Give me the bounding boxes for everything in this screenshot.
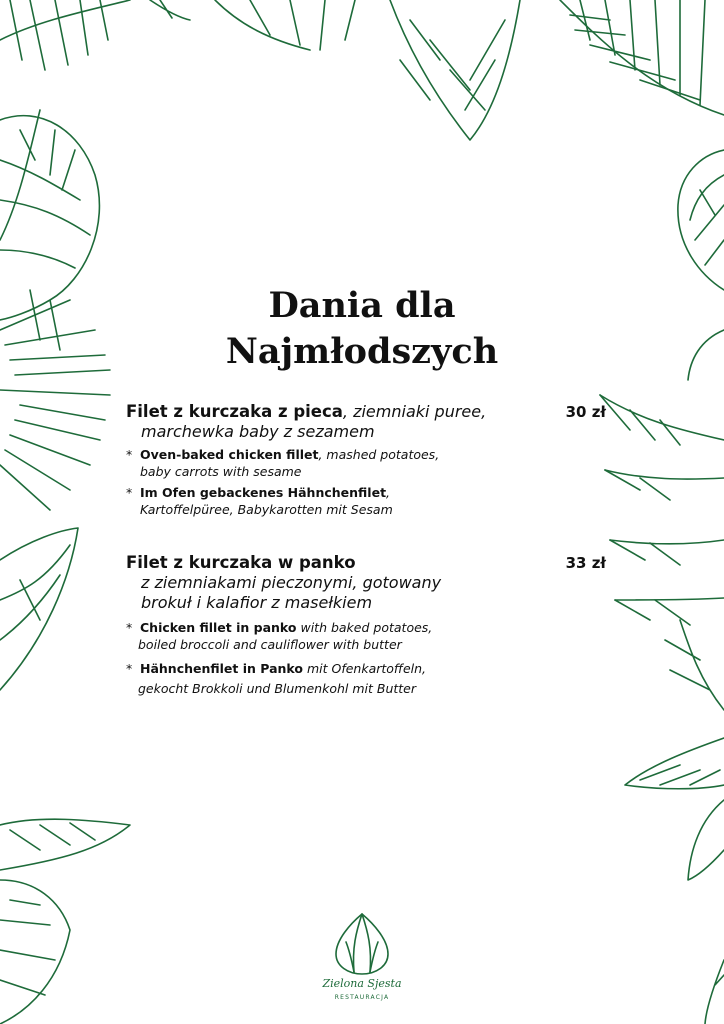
dish-price: 30 zł	[565, 403, 606, 421]
dish-description-cont-2: brokuł i kalafior z masełkiem	[141, 593, 373, 612]
translation-name: Im Ofen gebackenes Hähnchenfilet	[140, 485, 387, 500]
page-title	[0, 283, 724, 375]
leaf-top-left	[0, 0, 190, 70]
dish-name: Filet z kurczaka w panko	[126, 553, 356, 572]
leaf-right-lower	[625, 738, 724, 1024]
leaf-logo-icon	[310, 912, 414, 976]
translation-name: Chicken fillet in panko	[140, 620, 297, 635]
monstera-leaf-right	[678, 150, 724, 290]
translation-description-cont: gekocht Brokkoli und Blumenkohl mit Butter	[138, 681, 417, 696]
translation-description: mit Ofenkartoffeln,	[303, 661, 427, 676]
translation-description-cont: boiled broccoli and cauliflower with butter	[138, 637, 402, 652]
logo-subtitle: RESTAURACJA	[334, 994, 390, 1001]
asterisk: *	[126, 620, 133, 635]
title-line-2: Najmłodszych	[225, 331, 499, 372]
palm-leaf-top-right	[560, 0, 724, 115]
dish-description-cont: marchewka baby z sezamem	[141, 422, 375, 441]
leaf-top-center	[215, 0, 520, 140]
translation-description-cont: baby carrots with sesame	[140, 464, 302, 479]
dish-name: Filet z kurczaka z pieca	[126, 402, 343, 421]
palm-leaf-right	[600, 330, 724, 710]
asterisk: *	[126, 661, 133, 676]
menu-item-1	[126, 402, 606, 518]
dish-description-cont: z ziemniakami pieczonymi, gotowany	[141, 573, 442, 592]
asterisk: *	[126, 485, 133, 500]
translation-description: with baked potatoes,	[296, 620, 433, 635]
translation-description-cont: Kartoffelpüree, Babykarotten mit Sesam	[140, 502, 393, 517]
translation-name: Oven-baked chicken fillet	[140, 447, 319, 462]
logo-name: Zielona Sjesta	[322, 977, 402, 990]
translation-de	[126, 484, 606, 518]
menu-item-2	[126, 553, 606, 697]
title-line-1: Dania dla	[268, 285, 456, 326]
dish-name-line	[126, 402, 606, 442]
translation-de	[126, 660, 606, 697]
dish-price: 33 zł	[565, 554, 606, 572]
translation-en	[126, 619, 606, 653]
translation-description: , mashed potatoes,	[318, 447, 440, 462]
translation-description: ,	[386, 485, 391, 500]
dish-description: , ziemniaki puree,	[342, 402, 487, 421]
translation-en	[126, 446, 606, 480]
translation-name: Hähnchenfilet in Panko	[140, 661, 303, 676]
restaurant-logo	[310, 912, 414, 1012]
asterisk: *	[126, 447, 133, 462]
leaf-bottom-left	[0, 819, 130, 1024]
dish-name-line	[126, 553, 606, 613]
broad-leaf-left	[0, 528, 78, 690]
